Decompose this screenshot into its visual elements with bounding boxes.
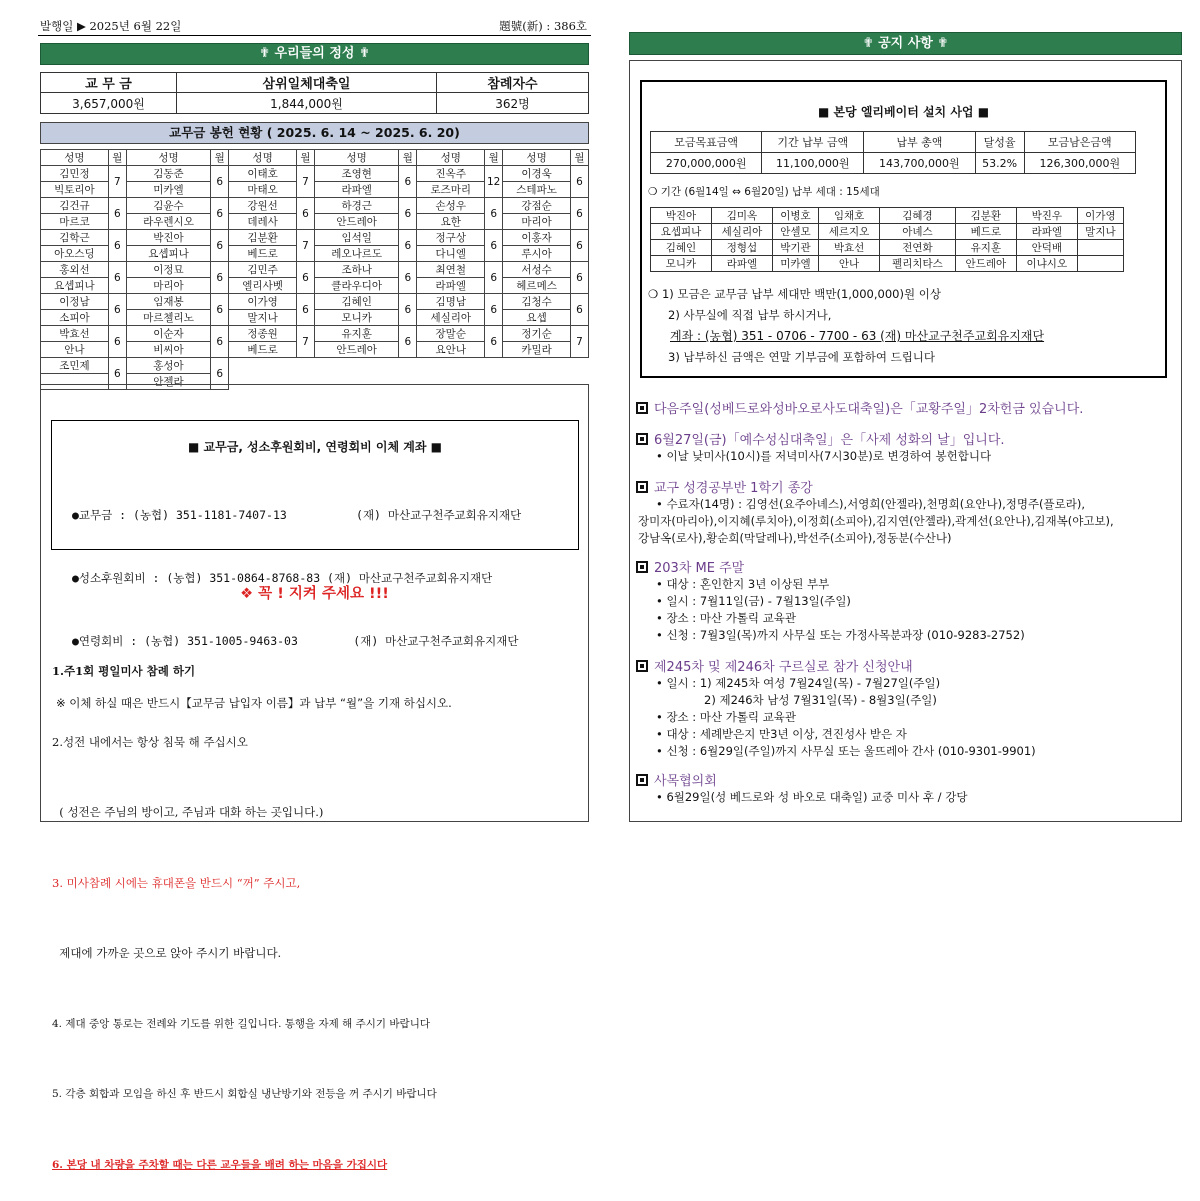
notice-line: • 수료자(14명) : 김영선(요주아녜스),서영희(안젤라),천명희(요안나),정명주(플로라), bbox=[656, 497, 1086, 511]
notice-title bbox=[636, 770, 1176, 789]
elevator-header: 모금목표금액 bbox=[651, 132, 762, 153]
notice-title-text: 203차 ME 주말 bbox=[654, 561, 745, 576]
keep-rules-title: ❖ 꼭 ! 지켜 주세요 !!! bbox=[240, 586, 389, 602]
donor-month: 6 bbox=[211, 326, 229, 358]
square-bullet-icon bbox=[636, 481, 648, 493]
donor-baptismal-name: 라파엘 bbox=[314, 182, 398, 198]
donor-name: 홍외선 bbox=[41, 262, 109, 278]
donor-month: 6 bbox=[211, 262, 229, 294]
donor-month: 6 bbox=[108, 326, 126, 358]
donor-baptismal-name: 말지나 bbox=[229, 310, 297, 326]
donor-name: 서성수 bbox=[503, 262, 571, 278]
donor-baptismal-name: 엘리사벳 bbox=[229, 278, 297, 294]
donor-baptismal-name: 안젤라 bbox=[126, 374, 210, 390]
elevator-donor-cell: 요셉피나 bbox=[651, 224, 712, 240]
notice-list bbox=[636, 398, 1176, 806]
notice-line: • 일시 : 7월11일(금) - 7월13일(주일) bbox=[656, 594, 851, 608]
donor-name: 김명남 bbox=[417, 294, 485, 310]
elevator-donor-cell bbox=[1077, 240, 1123, 256]
elevator-donor-cell: 펠리치타스 bbox=[880, 256, 956, 272]
elevator-note: ❍ 1) 모금은 교무금 납부 세대만 백만(1,000,000)원 이상 bbox=[648, 287, 941, 301]
elevator-donor-cell: 박진아 bbox=[651, 208, 712, 224]
donor-name: 김혜인 bbox=[314, 294, 398, 310]
transfer-item: ●성소후원회비 : (농협) 351-0864-8768-83 (재) 마산교구천주교회유지재단 bbox=[72, 571, 493, 585]
donor-month: 6 bbox=[108, 262, 126, 294]
notice-title bbox=[636, 477, 1176, 496]
notice-line: • 장소 : 마산 가톨릭 교육관 bbox=[656, 710, 797, 724]
grid-header: 성명 bbox=[229, 150, 297, 166]
notice-line: 2) 제246차 남성 7월31일(목) - 8월3일(주일) bbox=[704, 693, 937, 707]
donor-month: 6 bbox=[211, 358, 229, 390]
donor-month: 6 bbox=[571, 262, 589, 294]
notice-item bbox=[636, 429, 1176, 465]
elevator-donor-cell: 아녜스 bbox=[880, 224, 956, 240]
donor-month: 6 bbox=[571, 230, 589, 262]
notice-line: • 대상 : 혼인한지 3년 이상된 부부 bbox=[656, 577, 830, 591]
donor-month: 6 bbox=[399, 262, 417, 294]
donor-name: 손성우 bbox=[417, 198, 485, 214]
grid-header: 월 bbox=[399, 150, 417, 166]
donor-baptismal-name: 마태오 bbox=[229, 182, 297, 198]
grid-header: 성명 bbox=[417, 150, 485, 166]
transfer-item: ●연령회비 : (농협) 351-1005-9463-03 (재) 마산교구천주교회유지재단 bbox=[72, 634, 519, 648]
issue-number: 題號(新) : 386호 bbox=[499, 19, 587, 33]
elevator-header: 모금남은금액 bbox=[1024, 132, 1135, 153]
donor-month: 6 bbox=[399, 230, 417, 262]
elevator-donor-cell: 라파엘 bbox=[1016, 224, 1077, 240]
donor-name: 이가영 bbox=[229, 294, 297, 310]
notice-line: 강남옥(로사),황순희(막달레나),박선주(소피아),정동분(수산나) bbox=[638, 531, 952, 545]
donor-month: 7 bbox=[296, 230, 314, 262]
donor-baptismal-name: 클라우디아 bbox=[314, 278, 398, 294]
donor-name: 김청수 bbox=[503, 294, 571, 310]
donor-month: 6 bbox=[571, 294, 589, 326]
notice-title bbox=[636, 656, 1176, 675]
donor-month: 6 bbox=[211, 166, 229, 198]
summary-value: 3,657,000원 bbox=[41, 93, 177, 114]
donor-month: 6 bbox=[108, 294, 126, 326]
elevator-donor-cell: 안덕배 bbox=[1016, 240, 1077, 256]
donor-month: 6 bbox=[296, 198, 314, 230]
donor-name: 김동준 bbox=[126, 166, 210, 182]
transfer-title: ■ 교무금, 성소후원회비, 연령회비 이체 계좌 ■ bbox=[188, 440, 442, 454]
grid-header: 성명 bbox=[126, 150, 210, 166]
square-bullet-icon bbox=[636, 660, 648, 672]
offering-grid bbox=[40, 149, 589, 390]
notice-title-text: 다음주일(성베드로와성바오로사도대축일)은「교황주일」2차헌금 있습니다. bbox=[654, 402, 1084, 417]
notice-title-text: 사목협의회 bbox=[654, 774, 717, 789]
donor-name: 정종원 bbox=[229, 326, 297, 342]
offering-band-title: ✟ 우리들의 정성 ✟ bbox=[40, 43, 589, 65]
donor-month: 6 bbox=[485, 230, 503, 262]
donor-name: 조하나 bbox=[314, 262, 398, 278]
square-bullet-icon bbox=[636, 402, 648, 414]
grid-header: 월 bbox=[571, 150, 589, 166]
notice-item bbox=[636, 656, 1176, 760]
donor-month: 6 bbox=[571, 198, 589, 230]
donor-month: 6 bbox=[108, 358, 126, 390]
notice-line: • 6월29일(성 베드로와 성 바오로 대축일) 교중 미사 후 / 강당 bbox=[656, 790, 968, 804]
elevator-donor-cell: 이가영 bbox=[1077, 208, 1123, 224]
donor-baptismal-name: 아오스딩 bbox=[41, 246, 109, 262]
donor-baptismal-name: 로즈마리 bbox=[417, 182, 485, 198]
donor-baptismal-name: 마리아 bbox=[126, 278, 210, 294]
donor-name: 최연철 bbox=[417, 262, 485, 278]
donor-name: 김분환 bbox=[229, 230, 297, 246]
elevator-note: 3) 납부하신 금액은 연말 기부금에 포함하여 드립니다 bbox=[668, 350, 936, 364]
donor-month: 6 bbox=[399, 326, 417, 358]
donor-baptismal-name: 안드레아 bbox=[314, 342, 398, 358]
donor-month: 6 bbox=[399, 294, 417, 326]
donor-baptismal-name: 라파엘 bbox=[417, 278, 485, 294]
elevator-donor-cell bbox=[1077, 256, 1123, 272]
donor-name: 이정묘 bbox=[126, 262, 210, 278]
donor-baptismal-name: 스테파노 bbox=[503, 182, 571, 198]
donor-name: 홍성아 bbox=[126, 358, 210, 374]
elevator-donor-cell: 이병호 bbox=[772, 208, 818, 224]
rule-item: 5. 각층 회합과 모임을 하신 후 반드시 회합실 냉난방기와 전등을 꺼 주시기 바랍니다 bbox=[52, 1088, 437, 1100]
donor-name: 김윤수 bbox=[126, 198, 210, 214]
rule-item: 6. 본당 내 차량을 주차할 때는 다른 교우들을 배려 하는 마음을 가집시다 bbox=[52, 1158, 388, 1171]
donor-name: 김민주 bbox=[229, 262, 297, 278]
elevator-donor-cell: 전연화 bbox=[880, 240, 956, 256]
elevator-value: 126,300,000원 bbox=[1024, 153, 1135, 174]
donor-baptismal-name: 빅토리아 bbox=[41, 182, 109, 198]
elevator-notes bbox=[648, 284, 1165, 368]
elevator-donor-cell: 라파엘 bbox=[711, 256, 772, 272]
grid-header: 월 bbox=[211, 150, 229, 166]
elevator-donor-cell: 김분환 bbox=[955, 208, 1016, 224]
grid-header: 성명 bbox=[503, 150, 571, 166]
donor-baptismal-name: 베드로 bbox=[229, 246, 297, 262]
elevator-donor-cell: 임채호 bbox=[819, 208, 880, 224]
elevator-donor-cell: 박진우 bbox=[1016, 208, 1077, 224]
rule-item: 2.성전 내에서는 항상 침묵 해 주십시오 bbox=[52, 734, 248, 749]
summary-header: 삼위일체대축일 bbox=[177, 73, 437, 93]
elevator-project-box bbox=[640, 80, 1167, 378]
donor-name: 박진아 bbox=[126, 230, 210, 246]
summary-header: 교 무 금 bbox=[41, 73, 177, 93]
donor-month: 6 bbox=[399, 198, 417, 230]
offering-status-title: 교무금 봉헌 현황 ( 2025. 6. 14 ~ 2025. 6. 20) bbox=[40, 122, 589, 144]
donor-baptismal-name: 카밀라 bbox=[503, 342, 571, 358]
elevator-donor-table bbox=[650, 207, 1124, 272]
donor-name: 이정남 bbox=[41, 294, 109, 310]
elevator-value: 143,700,000원 bbox=[864, 153, 975, 174]
publish-date: 발행일 ▶ 2025년 6월 22일 bbox=[40, 19, 182, 33]
elevator-value: 53.2% bbox=[975, 153, 1024, 174]
donor-baptismal-name: 비씨아 bbox=[126, 342, 210, 358]
donor-month: 6 bbox=[399, 166, 417, 198]
notice-line: • 신청 : 7월3일(목)까지 사무실 또는 가정사목분과장 (010-9283-2752) bbox=[656, 628, 1025, 642]
donor-name: 조민제 bbox=[41, 358, 109, 374]
grid-header: 월 bbox=[485, 150, 503, 166]
donor-name: 진옥주 bbox=[417, 166, 485, 182]
notice-line: • 이날 낮미사(10시)를 저녁미사(7시30분)로 변경하여 봉헌합니다 bbox=[656, 449, 992, 463]
elevator-value: 270,000,000원 bbox=[651, 153, 762, 174]
elevator-title: ■ 본당 엘리베이터 설치 사업 ■ bbox=[817, 105, 990, 119]
summary-header: 참례자수 bbox=[437, 73, 589, 93]
donor-name: 임석일 bbox=[314, 230, 398, 246]
donor-name: 유지훈 bbox=[314, 326, 398, 342]
donor-baptismal-name: 소피아 bbox=[41, 310, 109, 326]
donor-name: 하경근 bbox=[314, 198, 398, 214]
elevator-donor-cell: 안나 bbox=[819, 256, 880, 272]
elevator-donor-cell: 안드레아 bbox=[955, 256, 1016, 272]
donor-baptismal-name: 마르코 bbox=[41, 214, 109, 230]
donor-baptismal-name: 레오나르도 bbox=[314, 246, 398, 262]
donor-name: 김학근 bbox=[41, 230, 109, 246]
donor-name: 장말순 bbox=[417, 326, 485, 342]
donor-name: 이홍자 bbox=[503, 230, 571, 246]
donor-baptismal-name: 요셉피나 bbox=[41, 278, 109, 294]
donor-month: 6 bbox=[211, 198, 229, 230]
donor-month: 6 bbox=[485, 294, 503, 326]
transfer-item: ●교무금 : (농협) 351-1181-7407-13 (재) 마산교구천주교회유지재단 bbox=[72, 508, 522, 522]
notice-band-title: ✟ 공지 사항 ✟ bbox=[629, 32, 1182, 55]
notice-line: 장미자(마리아),이지혜(루치아),이정희(소피아),김지연(안젤라),곽계선(요안나),김재복(야고보), bbox=[638, 514, 1114, 528]
notice-line: • 대상 : 세례받은지 만3년 이상, 견진성사 받은 자 bbox=[656, 727, 907, 741]
donor-month: 6 bbox=[296, 262, 314, 294]
grid-header: 성명 bbox=[314, 150, 398, 166]
donor-baptismal-name: 마리아 bbox=[503, 214, 571, 230]
donor-name: 김민정 bbox=[41, 166, 109, 182]
elevator-header: 달성율 bbox=[975, 132, 1024, 153]
offering-summary-table bbox=[40, 72, 589, 114]
donor-month: 6 bbox=[485, 326, 503, 358]
elevator-donor-cell: 세실리아 bbox=[711, 224, 772, 240]
donor-baptismal-name: 요셉피나 bbox=[126, 246, 210, 262]
elevator-account: 계좌 : (농협) 351 - 0706 - 7700 - 63 (재) 마산교구천주교회유지재단 bbox=[670, 329, 1045, 343]
elevator-donor-cell: 김혜경 bbox=[880, 208, 956, 224]
donor-baptismal-name: 요안나 bbox=[417, 342, 485, 358]
elevator-value: 11,100,000원 bbox=[762, 153, 864, 174]
rule-item: 3. 미사참례 시에는 휴대폰을 반드시 “꺼” 주시고, bbox=[52, 875, 301, 890]
elevator-donor-cell: 이냐시오 bbox=[1016, 256, 1077, 272]
donor-month: 6 bbox=[211, 294, 229, 326]
donor-name: 이태호 bbox=[229, 166, 297, 182]
notice-line: • 장소 : 마산 가톨릭 교육관 bbox=[656, 611, 797, 625]
notice-item bbox=[636, 770, 1176, 806]
donor-month: 7 bbox=[571, 326, 589, 358]
notice-line: • 일시 : 1) 제245차 여성 7월24일(목) - 7월27일(주일) bbox=[656, 676, 941, 690]
notice-title bbox=[636, 557, 1176, 576]
donor-month: 6 bbox=[571, 166, 589, 198]
elevator-donor-cell: 말지나 bbox=[1077, 224, 1123, 240]
grid-header: 월 bbox=[296, 150, 314, 166]
elevator-donor-cell: 박기관 bbox=[772, 240, 818, 256]
rule-item: 제대에 가까운 곳으로 앉아 주시기 바랍니다. bbox=[52, 946, 282, 960]
issue-header bbox=[38, 16, 591, 36]
elevator-donor-cell: 유지훈 bbox=[955, 240, 1016, 256]
donor-month: 6 bbox=[211, 230, 229, 262]
donor-month: 7 bbox=[108, 166, 126, 198]
rule-item: 4. 제대 중앙 통로는 전례와 기도를 위한 길입니다. 통행을 자제 해 주시기 바랍니다 bbox=[52, 1017, 430, 1030]
donor-baptismal-name: 요한 bbox=[417, 214, 485, 230]
donor-month: 6 bbox=[108, 230, 126, 262]
elevator-donor-cell: 안셀모 bbox=[772, 224, 818, 240]
donor-baptismal-name: 다니엘 bbox=[417, 246, 485, 262]
notice-title-text: 6월27일(금)「예수성심대축일」은「사제 성화의 날」입니다. bbox=[654, 433, 1005, 448]
elevator-header: 기간 납부 금액 bbox=[762, 132, 864, 153]
donor-name: 강원선 bbox=[229, 198, 297, 214]
donor-month: 6 bbox=[485, 198, 503, 230]
donor-name: 정기순 bbox=[503, 326, 571, 342]
donor-baptismal-name: 루시아 bbox=[503, 246, 571, 262]
donor-month: 12 bbox=[485, 166, 503, 198]
notice-title-text: 교구 성경공부반 1학기 종강 bbox=[654, 481, 813, 496]
notice-title-text: 제245차 및 제246차 구르실로 참가 신청안내 bbox=[654, 660, 913, 675]
elevator-donor-cell: 김혜인 bbox=[651, 240, 712, 256]
donor-name: 조영현 bbox=[314, 166, 398, 182]
square-bullet-icon bbox=[636, 774, 648, 786]
donor-baptismal-name: 안드레아 bbox=[314, 214, 398, 230]
notice-line: • 신청 : 6월29일(주일)까지 사무실 또는 울뜨레아 간사 (010-9301-9901) bbox=[656, 744, 1036, 758]
elevator-donor-cell: 모니카 bbox=[651, 256, 712, 272]
elevator-period: ❍ 기간 (6월14일 ⇔ 6월20일) 납부 세대 : 15세대 bbox=[648, 186, 880, 198]
notice-item bbox=[636, 477, 1176, 547]
notice-item bbox=[636, 398, 1176, 417]
elevator-donor-cell: 정형섭 bbox=[711, 240, 772, 256]
notice-item bbox=[636, 557, 1176, 644]
donor-name: 이순자 bbox=[126, 326, 210, 342]
donor-month: 7 bbox=[296, 326, 314, 358]
donor-name: 김건규 bbox=[41, 198, 109, 214]
header-divider bbox=[38, 35, 591, 36]
donor-baptismal-name: 요셉 bbox=[503, 310, 571, 326]
rule-item: 1.주1회 평일미사 참례 하기 bbox=[52, 664, 196, 678]
notice-title bbox=[636, 398, 1176, 417]
donor-baptismal-name: 데레사 bbox=[229, 214, 297, 230]
donor-month: 7 bbox=[296, 166, 314, 198]
elevator-donor-cell: 세르지오 bbox=[819, 224, 880, 240]
rule-item: ( 성전은 주님의 방이고, 주님과 대화 하는 곳입니다.) bbox=[52, 805, 324, 819]
donor-name: 박효선 bbox=[41, 326, 109, 342]
elevator-donor-cell: 박효선 bbox=[819, 240, 880, 256]
donor-baptismal-name: 미카엘 bbox=[126, 182, 210, 198]
elevator-note: 2) 사무실에 직접 납부 하시거나, bbox=[668, 308, 832, 322]
donor-baptismal-name: 안나 bbox=[41, 342, 109, 358]
donor-baptismal-name: 베드로 bbox=[229, 342, 297, 358]
donor-name: 정구상 bbox=[417, 230, 485, 246]
elevator-donor-cell: 베드로 bbox=[955, 224, 1016, 240]
donor-baptismal-name: 헤르메스 bbox=[503, 278, 571, 294]
elevator-donor-cell: 김미옥 bbox=[711, 208, 772, 224]
donor-month: 6 bbox=[296, 294, 314, 326]
summary-value: 362명 bbox=[437, 93, 589, 114]
rules-list bbox=[52, 613, 587, 1201]
grid-header: 성명 bbox=[41, 150, 109, 166]
donor-baptismal-name: 모니카 bbox=[314, 310, 398, 326]
donor-month: 6 bbox=[485, 262, 503, 294]
notice-title bbox=[636, 429, 1176, 448]
donor-month: 6 bbox=[108, 198, 126, 230]
donor-baptismal-name: 라우렌시오 bbox=[126, 214, 210, 230]
square-bullet-icon bbox=[636, 433, 648, 445]
transfer-note: ※ 이체 하실 때은 반드시【교무금 납입자 이름】과 납부 “월”을 기재 하십시오. bbox=[56, 696, 452, 710]
donor-name: 강점순 bbox=[503, 198, 571, 214]
elevator-header: 납부 총액 bbox=[864, 132, 975, 153]
donor-name: 임재봉 bbox=[126, 294, 210, 310]
donor-name: 이경욱 bbox=[503, 166, 571, 182]
grid-header: 월 bbox=[108, 150, 126, 166]
square-bullet-icon bbox=[636, 561, 648, 573]
donor-baptismal-name: 세실리아 bbox=[417, 310, 485, 326]
summary-value: 1,844,000원 bbox=[177, 93, 437, 114]
elevator-table bbox=[650, 131, 1136, 174]
donor-baptismal-name: 마르첼리노 bbox=[126, 310, 210, 326]
elevator-donor-cell: 미카엘 bbox=[772, 256, 818, 272]
